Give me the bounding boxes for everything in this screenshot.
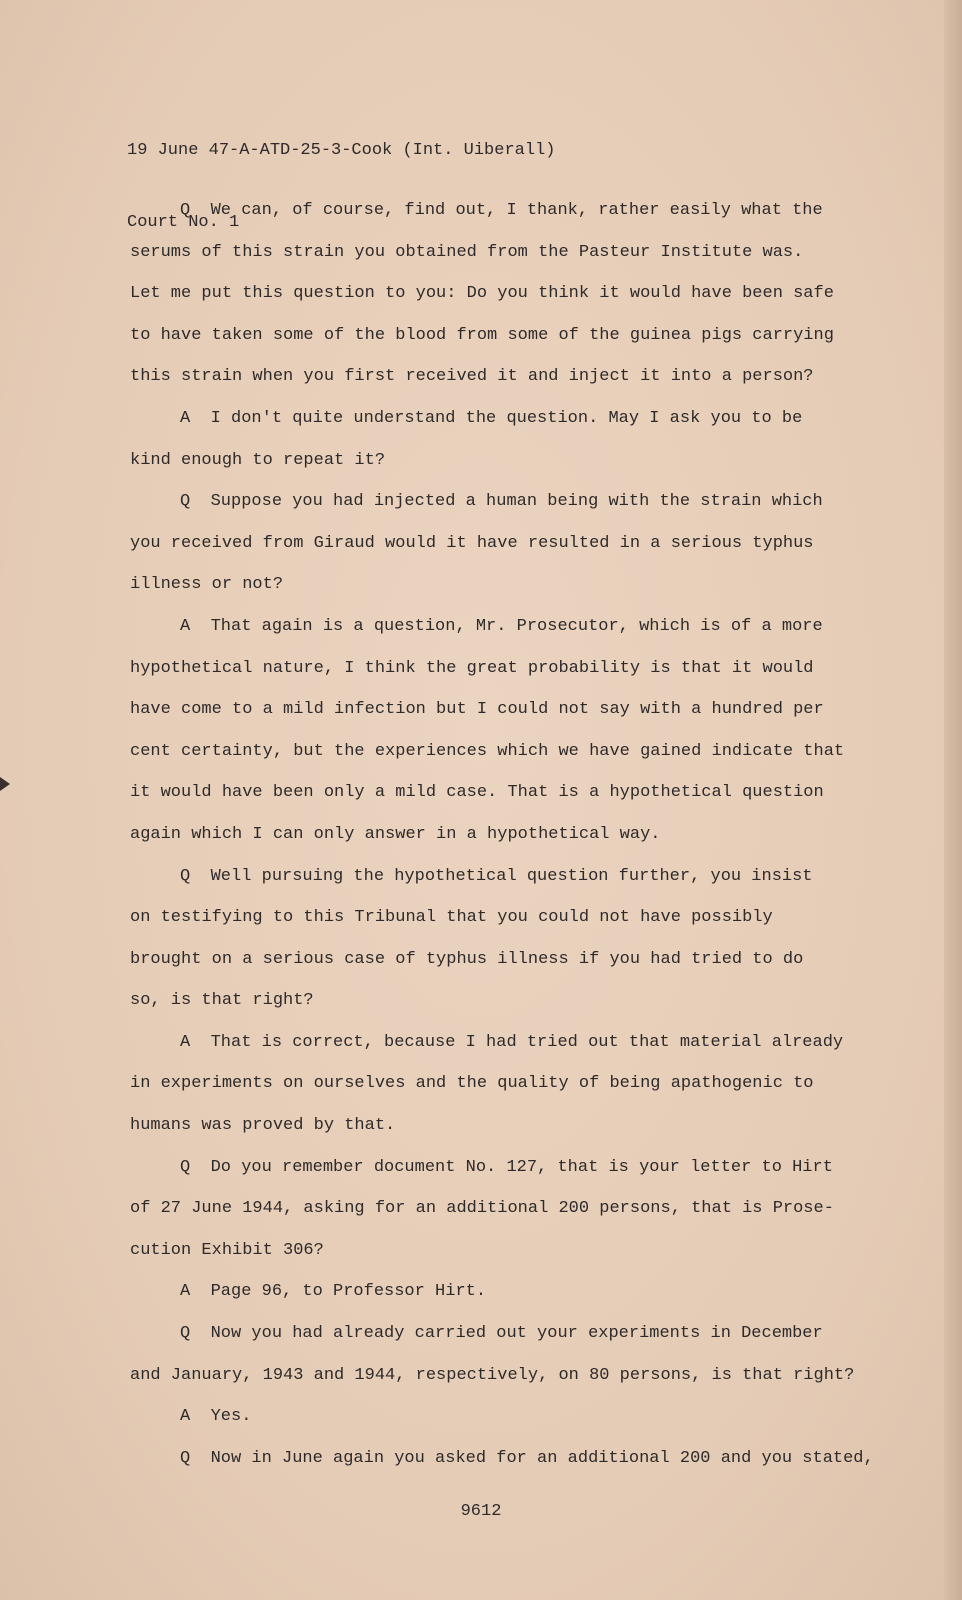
transcript-line: you received from Giraud would it have resulted in a serious typhus <box>130 533 814 553</box>
header-court-line: Court No. 1 <box>127 213 240 232</box>
transcript-line: so, is that right? <box>130 991 314 1011</box>
transcript-line: kind enough to repeat it? <box>130 450 386 470</box>
transcript-line: Q Do you remember document No. 127, that is your letter to Hirt <box>180 1157 833 1177</box>
transcript-line: humans was proved by that. <box>130 1116 396 1136</box>
transcript-line: this strain when you first received it and inject it into a person? <box>130 367 814 387</box>
transcript-line: Q Well pursuing the hypothetical question further, you insist <box>180 866 813 886</box>
transcript-line: have come to a mild infection but I could not say with a hundred per <box>130 700 824 720</box>
transcript-line: Q We can, of course, find out, I thank, rather easily what the <box>180 201 823 220</box>
header-case-line: 19 June 47-A-ATD-25-3-Cook (Int. Uiberall) <box>127 141 556 160</box>
transcript-line: to have taken some of the blood from some of the guinea pigs carrying <box>130 325 834 345</box>
transcript-line: A That again is a question, Mr. Prosecutor, which is of a more <box>180 616 823 636</box>
transcript-line: Q Suppose you had injected a human being with the strain which <box>180 492 823 512</box>
transcript-line: A I don't quite understand the question. May I ask you to be <box>180 408 803 428</box>
transcript-line: Q Now in June again you asked for an additional 200 and you stated, <box>180 1448 874 1468</box>
margin-mark <box>0 777 10 791</box>
page-edge-shadow <box>944 0 962 1600</box>
transcript-line: cent certainty, but the experiences which we have gained indicate that <box>130 741 845 761</box>
transcript-line: Q Now you had already carried out your experiments in December <box>180 1324 823 1344</box>
transcript-line: and January, 1943 and 1944, respectively, on 80 persons, is that right? <box>130 1365 855 1385</box>
transcript-line: brought on a serious case of typhus illness if you had tried to do <box>130 949 804 969</box>
transcript-line: cution Exhibit 306? <box>130 1240 324 1260</box>
transcript-line: in experiments on ourselves and the quality of being apathogenic to <box>130 1074 814 1094</box>
transcript-line: Let me put this question to you: Do you think it would have been safe <box>130 284 834 304</box>
page-number: 9612 <box>460 1502 502 1521</box>
transcript-line: again which I can only answer in a hypothetical way. <box>130 824 661 844</box>
transcript-line: A That is correct, because I had tried out that material already <box>180 1032 844 1052</box>
transcript-line: illness or not? <box>130 575 284 595</box>
transcript-line: of 27 June 1944, asking for an additional 200 persons, that is Prose- <box>130 1199 834 1219</box>
transcript-line: serums of this strain you obtained from the Pasteur Institute was. <box>130 242 804 262</box>
transcript-line: A Yes. <box>180 1407 252 1427</box>
transcript-line: it would have been only a mild case. That is a hypothetical question <box>130 783 824 803</box>
transcript-line: A Page 96, to Professor Hirt. <box>180 1282 487 1302</box>
transcript-body <box>130 190 874 1479</box>
transcript-line: hypothetical nature, I think the great probability is that it would <box>130 658 814 678</box>
transcript-line: on testifying to this Tribunal that you could not have possibly <box>130 908 773 928</box>
